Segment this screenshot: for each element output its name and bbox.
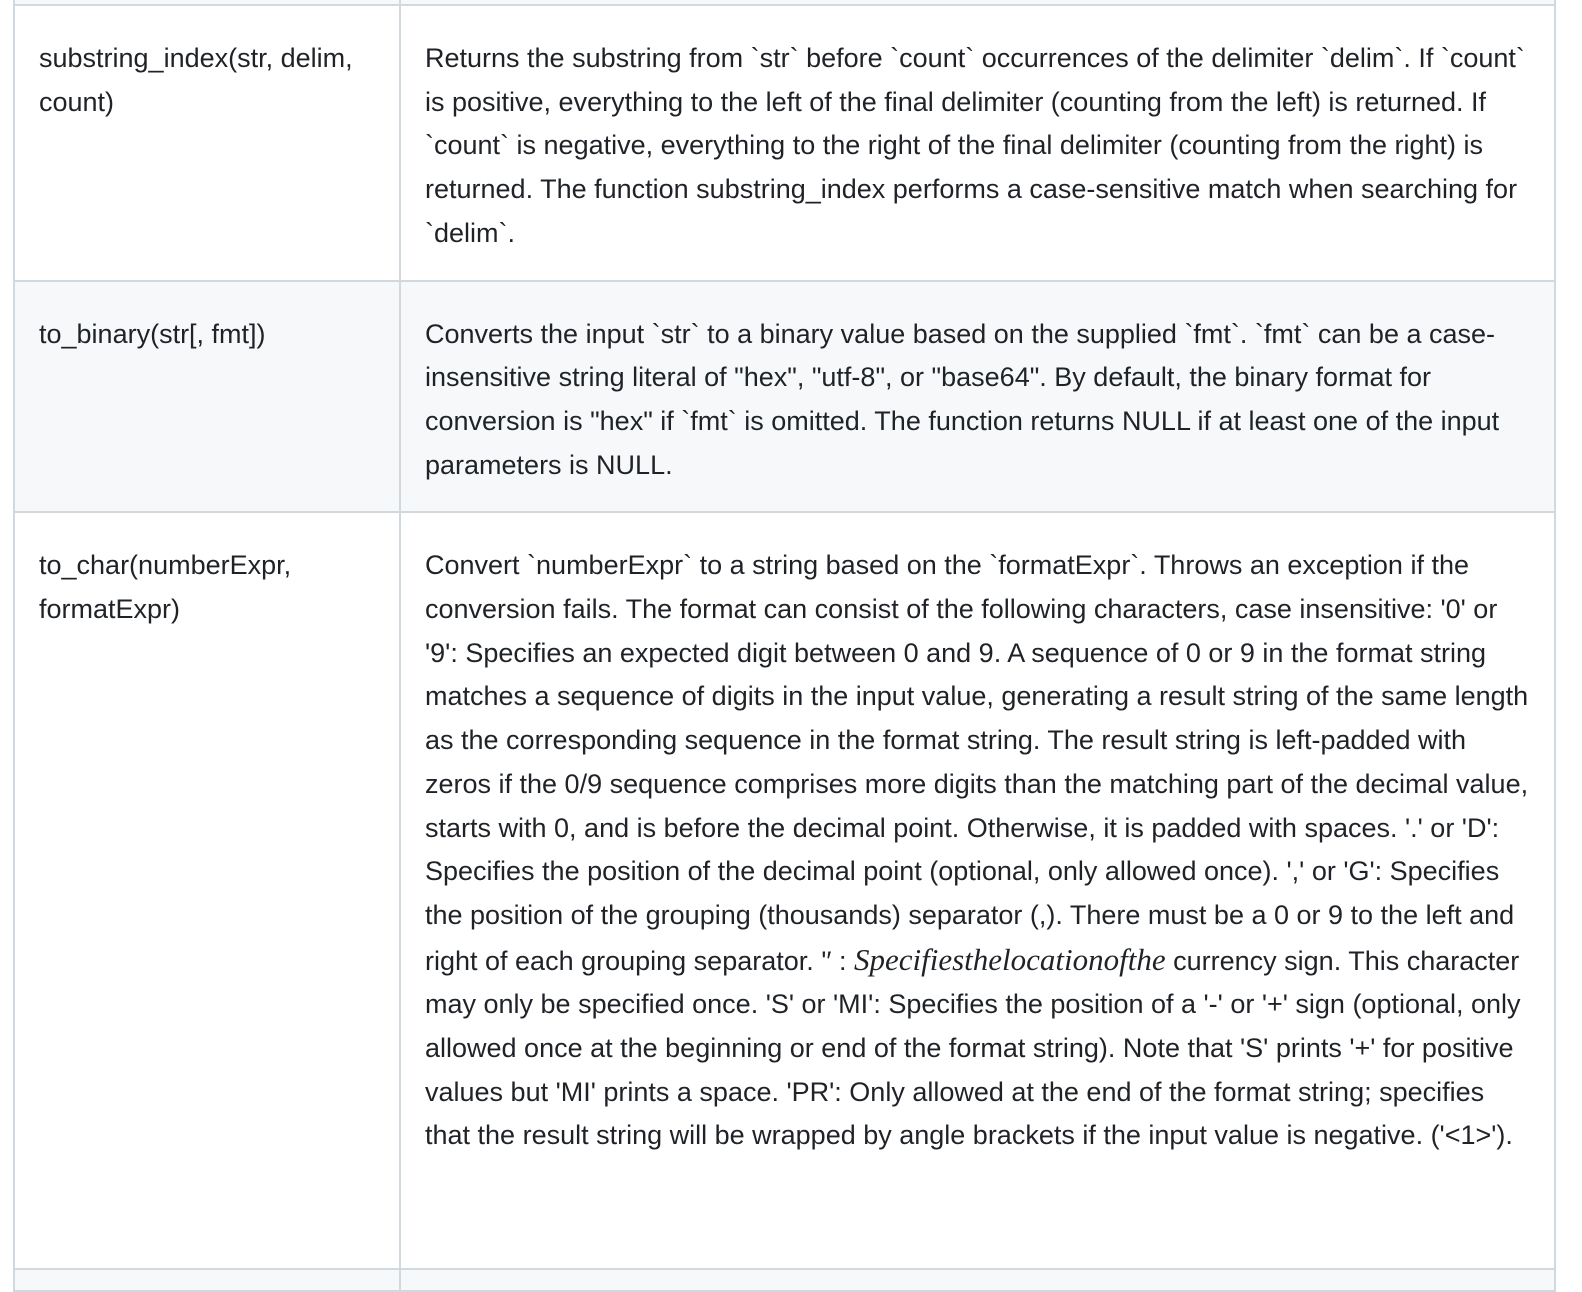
function-description-cell — [400, 512, 1555, 1269]
function-name-cell — [14, 512, 400, 1269]
description-text-part: currency sign. This character may only be specified once. 'S' or 'MI': Specifies the position of a '-' or '+' sign (optional, only allowed once at the beginning or end of the format string). Note that 'S' prints '+' for positive values but 'MI' prints a space. 'PR': Only allowed at the end of the format string; specifies that the result string will be wrapped by angle brackets if the input value is negative. ('<1>'). — [425, 945, 1521, 1151]
function-description — [425, 544, 1534, 1158]
function-description-cell — [400, 281, 1555, 513]
function-description-cell — [400, 5, 1555, 281]
description-text-part: Convert `numberExpr` to a string based on the `formatExpr`. Throws an exception if the conversion fails. The format can consist of the following characters, case insensitive: '0' or '9': Specifies an expected digit between 0 and 9. A sequence of 0 or 9 in the format string matches a sequence of digits in the input value, generating a result string of the same length as the corresponding sequence in the format string. The result string is left-padded with zeros if the 0/9 sequence comprises more digits than the matching part of the decimal value, starts with 0, and is before the decimal point. Otherwise, it is padded with spaces. '.' or 'D': Specifies the position of the decimal point (optional, only allowed once). ',' or 'G': Specifies the position of the grouping (thousands) separator (,). There must be a 0 or 9 to the left and right of each grouping separator. '′ : — [425, 550, 1529, 976]
table-row-to-char — [14, 512, 1555, 1269]
table-row-to-binary — [14, 281, 1555, 513]
function-signature: to_char(numberExpr, formatExpr) — [39, 550, 292, 625]
function-description: Converts the input `str` to a binary value based on the supplied `fmt`. `fmt` can be a case-insensitive string literal of "hex", "utf-8", or "base64". By default, the binary format for conversion is "hex" if `fmt` is omitted. The function returns NULL if at least one of the input parameters is NULL. — [425, 318, 1500, 480]
function-name-cell — [14, 5, 400, 281]
table-row-partial-bottom — [14, 1269, 1555, 1291]
function-name-cell — [14, 281, 400, 513]
table-cell — [14, 1269, 400, 1291]
function-reference-table — [13, 0, 1556, 1292]
description-italic-math: Specifiesthelocationofthe — [853, 941, 1166, 977]
function-signature: to_binary(str[, fmt]) — [39, 318, 266, 349]
function-description: Returns the substring from `str` before `count` occurrences of the delimiter `delim`. If `count` is positive, everything to the left of the final delimiter (counting from the left) is returned. If `count` is negative, everything to the right of the final delimiter (counting from the right) is returned. The function substring_index performs a case-sensitive match when searching for `delim`. — [425, 43, 1525, 248]
function-signature: substring_index(str, delim, count) — [39, 43, 353, 117]
table-row-substring-index — [14, 5, 1555, 281]
table-cell — [400, 1269, 1555, 1291]
